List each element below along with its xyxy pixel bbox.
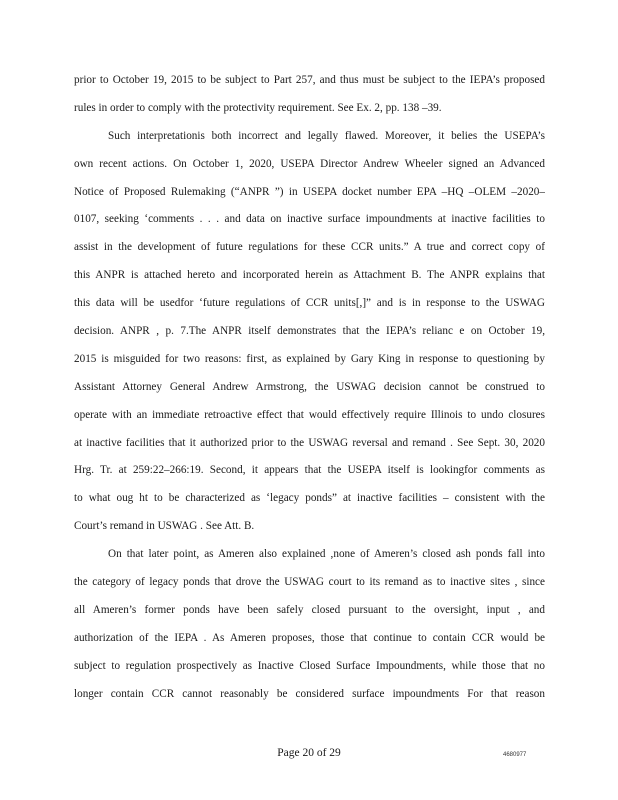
text-line: Such interpretationis both incorrect and legally flawed. Moreover, it belies the USEPA’s <box>108 129 545 142</box>
body-text <box>74 67 545 708</box>
text-line: Assistant Attorney General Andrew Armstrong, the USWAG decision cannot be construed to <box>74 380 545 393</box>
text-line: the category of legacy ponds that drove the USWAG court to its remand as to inactive sites , since <box>74 576 545 589</box>
text-line: own recent actions. On October 1, 2020, USEPA Director Andrew Wheeler signed an Advanced <box>74 157 545 170</box>
text-line: 2015 is misguided for two reasons: first, as explained by Gary King in response to questioning by <box>74 352 545 365</box>
text-line: to what oug ht to be characterized as ‘legacy ponds” at inactive facilities – consistent with the <box>74 492 545 505</box>
text-line: this ANPR is attached hereto and incorporated herein as Attachment B. The ANPR explains that <box>74 269 545 282</box>
text-line: 0107, seeking ‘comments . . . and data on inactive surface impoundments at inactive facilities to <box>74 213 545 226</box>
text-line: Notice of Proposed Rulemaking (“ANPR ”) in USEPA docket number EPA –HQ –OLEM –2020– <box>74 185 545 198</box>
text-line: longer contain CCR cannot reasonably be considered surface impoundments For that reason <box>74 687 545 700</box>
text-line: prior to October 19, 2015 to be subject to Part 257, and thus must be subject to the IEPA’s proposed <box>74 74 545 86</box>
text-line: operate with an immediate retroactive effect that would effectively require Illinois to undo closures <box>74 408 545 421</box>
text-line: decision. ANPR , p. 7.The ANPR itself demonstrates that the IEPA’s relianc e on October 19, <box>74 325 545 338</box>
text-line: assist in the development of future regulations for these CCR units.” A true and correct copy of <box>74 241 545 254</box>
text-line: Hrg. Tr. at 259:22–266:19. Second, it appears that the USEPA itself is lookingfor comments as <box>74 464 545 477</box>
text-line: subject to regulation prospectively as Inactive Closed Surface Impoundments, while those that no <box>74 659 545 672</box>
text-line: this data will be usedfor ‘future regulations of CCR units[,]” and is in response to the USWAG <box>74 297 545 310</box>
page-number: Page 20 of 29 <box>277 747 341 759</box>
text-line: On that later point, as Ameren also explained ,none of Ameren’s closed ash ponds fall into <box>108 548 545 561</box>
text-line: all Ameren’s former ponds have been safely closed pursuant to the oversight, input , and <box>74 603 545 616</box>
text-line: Court’s remand in USWAG . See Att. B. <box>74 520 255 533</box>
document-code: 4680977 <box>503 752 527 758</box>
text-line: at inactive facilities that it authorized prior to the USWAG reversal and remand . See Sept. 30, 2020 <box>74 436 545 449</box>
text-line: authorization of the IEPA . As Ameren proposes, those that continue to contain CCR would be <box>74 631 545 644</box>
text-line: rules in order to comply with the protectivity requirement. See Ex. 2, pp. 138 –39. <box>74 101 442 114</box>
